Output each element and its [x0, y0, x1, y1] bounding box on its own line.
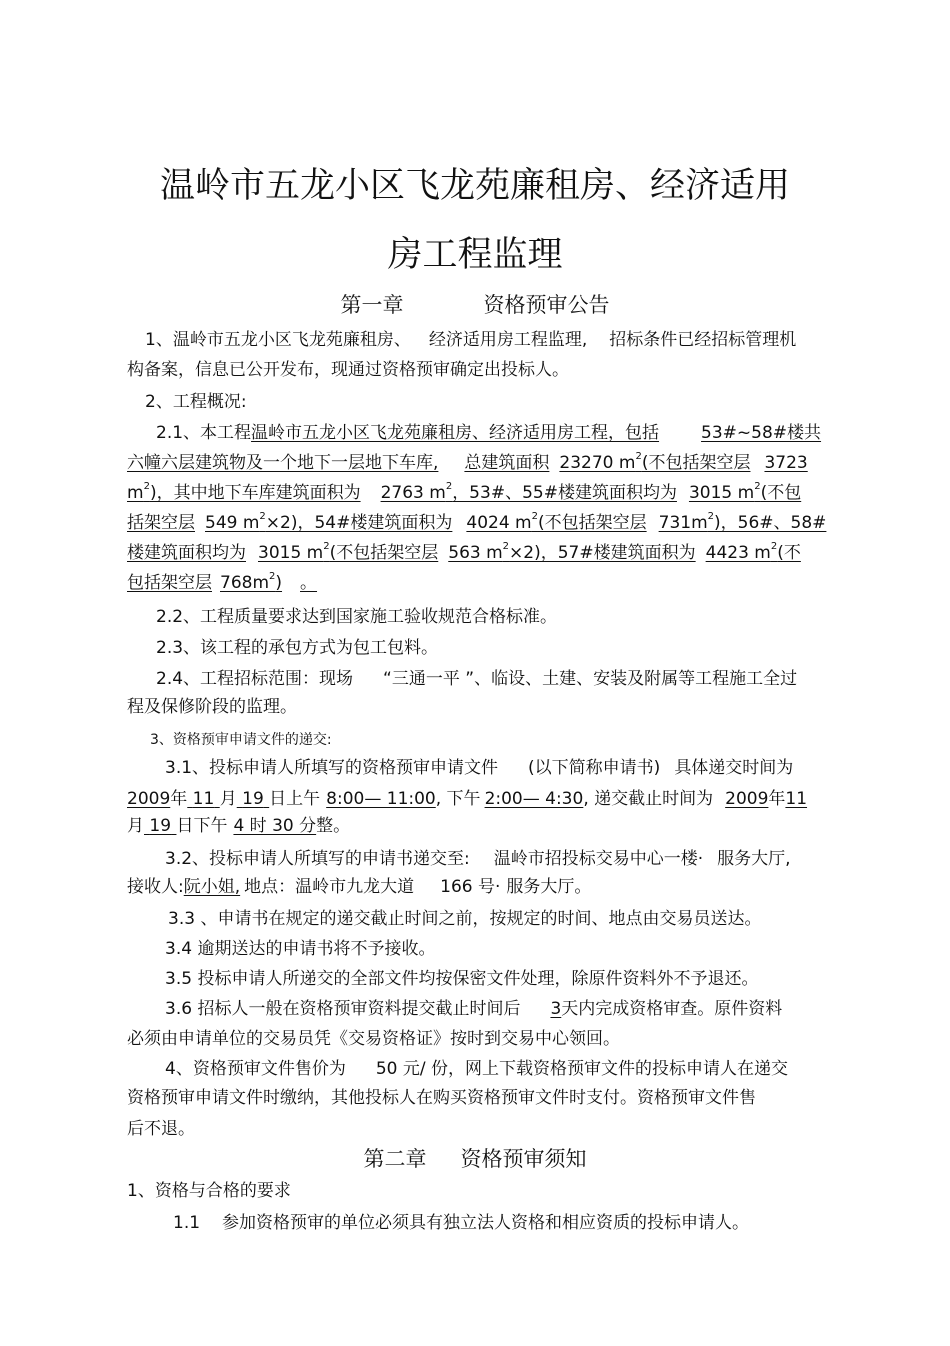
para-2-2: 2.2、工程质量要求达到国家施工验收规范合格标准。	[156, 607, 558, 627]
superscript: 2	[445, 481, 453, 492]
text-run: 11	[192, 789, 215, 809]
text-run: 年	[768, 789, 786, 809]
superscript: 2	[259, 511, 266, 522]
text-run: 4024 m	[466, 513, 532, 533]
para-2-1-line-1	[156, 422, 821, 444]
chapter-2-name: 资格预审须知	[460, 1147, 587, 1171]
text-run: 2.4、工程招标范围：现场	[156, 669, 354, 689]
para-2-1-line-6	[127, 572, 327, 594]
text-run: 768m	[220, 573, 270, 593]
text-run: )，其中地下车库建筑面积为	[149, 483, 361, 503]
para-3-heading: 3、资格预审申请文件的递交:	[150, 732, 332, 748]
section-1-1	[173, 1212, 749, 1234]
text-run: 天内完成资格审查。原件资料	[561, 999, 783, 1019]
text-run: 日下午	[176, 816, 228, 836]
para-4-line-1	[165, 1058, 788, 1080]
text-run: 3.2、投标申请人所填写的申请书递交至:	[165, 849, 470, 869]
para-4-line-3: 后不退。	[127, 1119, 195, 1139]
para-2-1-line-2	[127, 452, 808, 474]
chapter-2-heading	[0, 1146, 950, 1172]
text-run: 招标条件已经招标管理机	[609, 330, 797, 350]
para-2-heading: 2、工程概况:	[145, 392, 247, 412]
text-run: 月	[127, 816, 144, 836]
text-run: 日上午	[269, 789, 321, 809]
date-year: 2009	[725, 789, 769, 809]
text-run: 3.1、投标申请人所填写的资格预审申请文件	[165, 758, 499, 778]
superscript: 2	[635, 451, 642, 462]
text-run: 166 号·	[440, 877, 501, 897]
text-run: (以下简称申请书)	[528, 758, 661, 778]
chapter-2-number: 第二章	[363, 1147, 427, 1171]
text-run: 3723	[764, 453, 808, 473]
text-run: 温岭市五龙小区飞龙苑廉租房、经济适用房工程，包括	[251, 423, 660, 443]
section-1-heading: 1、资格与合格的要求	[127, 1181, 291, 1201]
superscript: 2	[502, 541, 510, 552]
para-3-6-line-2: 必须由申请单位的交易员凭《交易资格证》按时到交易中心领回。	[127, 1029, 620, 1049]
text-run: 50 元/ 份，网上下载资格预审文件的投标申请人在递交	[375, 1059, 788, 1079]
text-run: “三通一平 ”、临设、土建、安装及附属等工程施工全过	[383, 669, 798, 689]
para-2-3: 2.3、该工程的承包方式为包工包料。	[156, 638, 439, 658]
para-3-2-line-2	[127, 876, 591, 898]
text-run: 2763 m	[380, 483, 446, 503]
text-run: ，53#、55#楼建筑面积均为	[452, 483, 677, 503]
text-run: 包括架空层	[127, 573, 212, 593]
para-3-4: 3.4 逾期送达的申请书将不予接收。	[165, 939, 436, 959]
para-4-line-2: 资格预审申请文件时缴纳，其他投标人在购买资格预审文件时支付。资格预审文件售	[127, 1088, 756, 1108]
chapter-1-number: 第一章	[340, 293, 404, 317]
text-run: 53#~58#楼共	[701, 423, 822, 443]
text-run: 具体递交时间为	[674, 758, 794, 778]
para-3-2-line-1	[165, 848, 791, 870]
text-run: 参加资格预审的单位必须具有独立法人资格和相应资质的投标申请人。	[222, 1213, 750, 1233]
text-run: 总建筑面积	[464, 453, 550, 473]
text-run: 地点：温岭市九龙大道	[244, 877, 415, 897]
text-run: 731m	[658, 513, 708, 533]
superscript: 2	[531, 511, 538, 522]
text-run: 563 m	[448, 543, 503, 563]
time-morning: 8:00— 11:00	[326, 789, 436, 809]
date-day	[144, 816, 176, 836]
text-run: 楼建筑面积均为	[127, 543, 246, 563]
superscript: 2	[707, 511, 715, 522]
receiver-name: 阮小姐,	[183, 877, 241, 897]
text-run: (不包	[760, 483, 802, 503]
text-run: (不包括架空层	[537, 513, 647, 533]
text-run: 19	[149, 816, 172, 836]
text-run: 。	[300, 573, 318, 593]
chapter-1-heading	[0, 292, 950, 318]
para-1-line-2: 构备案，信息已公开发布，现通过资格预审确定出投标人。	[127, 360, 569, 380]
para-2-4-line-1	[156, 668, 797, 690]
text-run: 4、资格预审文件售价为	[165, 1059, 346, 1079]
text-run: (不	[777, 543, 801, 563]
para-1-line-1	[145, 329, 796, 351]
text-run: ×2)，57#楼建筑面积为	[509, 543, 696, 563]
para-3-3: 3.3 、申请书在规定的递交截止时间之前，按规定的时间、地点由交易员送达。	[168, 909, 762, 929]
para-2-1-line-3	[127, 482, 801, 504]
text-run: 温岭市招投标交易中心一楼·	[493, 849, 704, 869]
text-run: 经济适用房工程监理,	[428, 330, 588, 350]
doc-title-line-2: 房工程监理	[387, 235, 563, 275]
time-deadline: 4 时 30 分	[233, 816, 317, 836]
text-run: 服务大厅。	[506, 877, 592, 897]
text-run: 接收人:	[127, 877, 184, 897]
date-year: 2009	[127, 789, 171, 809]
para-2-4-line-2: 程及保修阶段的监理。	[127, 697, 297, 717]
text-run: 2.1、本工程	[156, 423, 252, 443]
text-run: 3.6 招标人一般在资格预审资料提交截止时间后	[165, 999, 521, 1019]
time-afternoon: 2:00— 4:30	[484, 789, 584, 809]
text-run: 六幢六层建筑物及一个地下一层地下车库,	[127, 453, 439, 473]
text-run: 1.1	[173, 1213, 201, 1233]
superscript: 2	[754, 481, 761, 492]
text-run: 服务大厅,	[717, 849, 791, 869]
text-run: 年	[170, 789, 188, 809]
date-day	[237, 789, 269, 809]
chapter-1-name: 资格预审公告	[483, 293, 610, 317]
text-run: , 下午	[435, 789, 481, 809]
text-run: )	[275, 573, 283, 593]
text-run: )，56#、58#	[714, 513, 827, 533]
para-3-1-line-1	[165, 757, 793, 779]
text-run: 括架空层	[127, 513, 195, 533]
text-run: 23270 m	[559, 453, 636, 473]
superscript: 2	[770, 541, 778, 552]
para-3-5: 3.5 投标申请人所递交的全部文件均按保密文件处理，除原件资料外不予退还。	[165, 969, 759, 989]
text-run: 549 m	[205, 513, 260, 533]
text-run: 19	[242, 789, 264, 809]
text-run: m	[127, 483, 144, 503]
text-run: 3015 m	[258, 543, 324, 563]
text-run: 4423 m	[705, 543, 771, 563]
text-run: 1、温岭市五龙小区飞龙苑廉租房、	[145, 330, 411, 350]
para-2-1-line-4	[127, 512, 826, 534]
superscript: 2	[143, 481, 150, 492]
superscript: 2	[323, 541, 330, 552]
doc-title-line-1: 温岭市五龙小区飞龙苑廉租房、经济适用	[159, 166, 790, 206]
days-count: 3	[550, 999, 562, 1019]
para-3-1-line-2	[127, 788, 807, 810]
text-run: 月	[219, 789, 237, 809]
underlined-run	[251, 423, 821, 443]
para-3-1-line-3	[127, 815, 350, 837]
text-run: (不包括架空层	[641, 453, 751, 473]
para-2-1-line-5	[127, 542, 801, 564]
text-run: 3015 m	[688, 483, 755, 503]
superscript: 2	[269, 571, 276, 582]
para-3-6-line-1	[165, 998, 782, 1020]
date-month: 11	[785, 789, 808, 809]
date-month	[187, 789, 219, 809]
text-run: ×2)，54#楼建筑面积为	[265, 513, 453, 533]
text-run: (不包括架空层	[329, 543, 439, 563]
text-run: , 递交截止时间为	[583, 789, 714, 809]
text-run: 整。	[316, 816, 351, 836]
